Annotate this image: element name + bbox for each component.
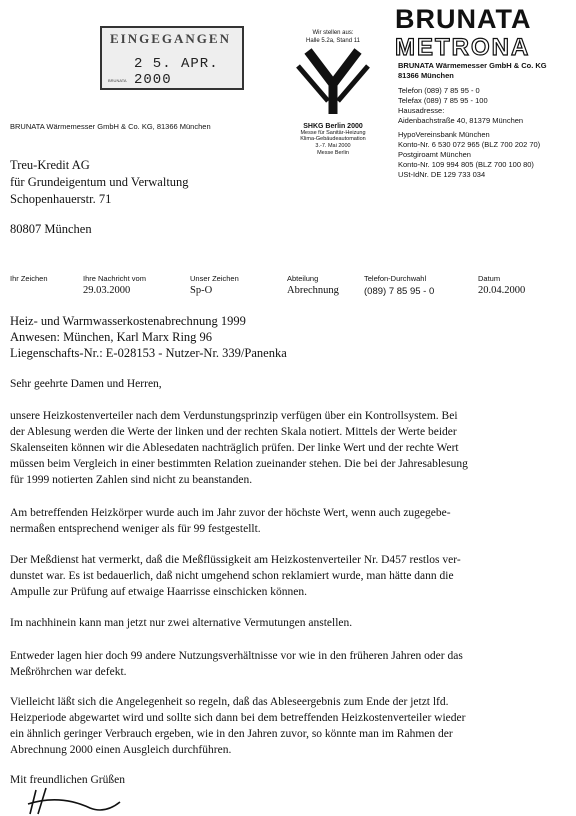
fair-line2: Halle 5.2a, Stand 11 xyxy=(306,37,360,44)
ref-val-abteilung: Abrechnung xyxy=(287,285,339,296)
ref-label-ihr-zeichen: Ihr Zeichen xyxy=(10,274,48,283)
fair-sub1: Messe für Sanitär-Heizung xyxy=(300,129,366,136)
paragraph-line: für 1999 notierten Zahlen sind nicht zu beanstanden. xyxy=(10,474,253,486)
paragraph-line: Entweder lagen hier doch 99 andere Nutzungsverhältnisse vor wie in den früheren Jahren oder das xyxy=(10,650,463,662)
sender-return-address: BRUNATA Wärmemesser GmbH & Co. KG, 81366 München xyxy=(10,122,211,131)
ref-val-datum: 20.04.2000 xyxy=(478,285,526,296)
paragraph-line: der Ablesung werden die Werte der linken und der rechten Skala notiert. Mittels der Werte beider xyxy=(10,426,457,438)
ref-label-telefon: Telefon-Durchwahl xyxy=(364,274,427,283)
recipient-line3: Schopenhauerstr. 71 xyxy=(10,192,112,206)
paragraph-line: Im nachhinein kann man jetzt nur zwei alternative Vermutungen anstellen. xyxy=(10,617,353,629)
company-telefax: Telefax (089) 7 85 95 - 100 xyxy=(398,96,488,105)
paragraph-3 xyxy=(10,552,570,600)
subject-line1: Heiz- und Warmwasserkostenabrechnung 1999 xyxy=(10,314,246,328)
hausadresse-label: Hausadresse: xyxy=(398,106,445,115)
trade-fair-box xyxy=(283,30,383,185)
ref-label-ihre-nachricht: Ihre Nachricht vom xyxy=(83,274,146,283)
paragraph-5 xyxy=(10,648,570,680)
ust-id: USt-IdNr. DE 129 733 034 xyxy=(398,170,486,179)
paragraph-line: ein ähnlich geringer Verbrauch ergeben, wie in den Jahren zuvor, so könnte man im Rahmen der xyxy=(10,728,453,740)
company-city: 81366 München xyxy=(398,71,454,80)
paragraph-6 xyxy=(10,694,570,758)
bank2: Postgiroamt München xyxy=(398,150,471,159)
salutation: Sehr geehrte Damen und Herren, xyxy=(10,378,162,390)
paragraph-line: Heizperiode abgewartet wird und sollte sich dann bei dem betreffenden Heizkostenverteiler wieder xyxy=(10,712,466,724)
brand-brunata-logo: BRUNATA xyxy=(395,4,532,34)
paragraph-2 xyxy=(10,505,570,537)
ref-label-datum: Datum xyxy=(478,274,501,283)
paragraph-line: Der Meßdienst hat vermerkt, daß die Meßflüssigkeit am Heizkostenverteiler Nr. D457 restlos ver- xyxy=(10,554,461,566)
paragraph-line: unsere Heizkostenverteiler nach dem Verdunstungsprinzip verfügen über ein Kontrollsystem. Bei xyxy=(10,410,458,422)
bank1: HypoVereinsbank München xyxy=(398,130,490,139)
ref-val-unser-zeichen: Sp-O xyxy=(190,285,213,296)
stamp-date: 2 5. APR. 2000 xyxy=(134,56,219,88)
subject-line2: Anwesen: München, Karl Marx Ring 96 xyxy=(10,330,213,344)
paragraph-line: nermaßen entsprechend weniger als für 99 festgestellt. xyxy=(10,523,261,535)
recipient-line2: für Grundeigentum und Verwaltung xyxy=(10,175,189,189)
ref-val-ihre-nachricht: 29.03.2000 xyxy=(83,285,131,296)
paragraph-4 xyxy=(10,615,570,631)
stamp-label: EINGEGANGEN xyxy=(110,31,231,46)
paragraph-line: müssen beim Vergleich in einer bestimmten Relation zueinander stehen. Die bei der Jahresablesung xyxy=(10,458,468,470)
paragraph-line: Skalenseiten können wir die Ablesedaten nachträglich prüfen. Der linke Wert und der rechte Wert xyxy=(10,442,459,454)
ref-val-telefon: (089) 7 85 95 - 0 xyxy=(364,286,435,297)
konto1: Konto-Nr. 6 530 072 965 (BLZ 700 202 70) xyxy=(398,140,541,149)
closing: Mit freundlichen Grüßen xyxy=(10,774,125,786)
hausadresse: Aidenbachstraße 40, 81379 München xyxy=(398,116,524,125)
konto2: Konto-Nr. 109 994 805 (BLZ 700 100 80) xyxy=(398,160,534,169)
company-telefon: Telefon (089) 7 85 95 - 0 xyxy=(398,86,480,95)
fair-sub3: 3.-7. Mai 2000 xyxy=(315,143,351,150)
subject-line3: Liegenschafts-Nr.: E-028153 - Nutzer-Nr. 339/Panenka xyxy=(10,346,287,360)
recipient-line1: Treu-Kredit AG xyxy=(10,158,90,172)
paragraph-line: Meßröhrchen war defekt. xyxy=(10,666,127,678)
ref-label-abteilung: Abteilung xyxy=(287,274,319,283)
paragraph-line: dunstet war. Es ist bedauerlich, daß nicht umgehend schon reklamiert wurde, man hätte dann die xyxy=(10,570,454,582)
stamp-foot: BRUNATA xyxy=(108,78,127,83)
received-stamp xyxy=(100,26,244,90)
paragraph-line: Am betreffenden Heizkörper wurde auch im Jahr zuvor der höchste Wert, wenn auch zugegebe- xyxy=(10,507,451,519)
paragraph-line: Abrechnung 2000 einen Ausgleich durchführen. xyxy=(10,744,232,756)
fair-title: SHKG Berlin 2000 xyxy=(303,122,363,130)
signature-icon xyxy=(20,784,130,816)
fair-line1: Wir stellen aus: xyxy=(312,30,354,36)
paragraph-line: Ampulle zur Prüfung auf etwaige Haarrisse einschicken können. xyxy=(10,586,307,598)
fair-logo-icon xyxy=(283,46,383,116)
recipient-city: 80807 München xyxy=(10,222,92,236)
company-name: BRUNATA Wärmemesser GmbH & Co. KG xyxy=(398,61,547,70)
paragraph-line: Vielleicht läßt sich die Angelegenheit so regeln, daß das Ableseergebnis zum Ende der jetzt lfd. xyxy=(10,696,449,708)
brand-metrona-logo: METRONA xyxy=(395,34,531,61)
fair-sub4: Messe Berlin xyxy=(317,150,349,157)
fair-sub2: Klima-Gebäudeautomation xyxy=(300,136,366,143)
ref-label-unser-zeichen: Unser Zeichen xyxy=(190,274,239,283)
paragraph-1 xyxy=(10,408,570,488)
